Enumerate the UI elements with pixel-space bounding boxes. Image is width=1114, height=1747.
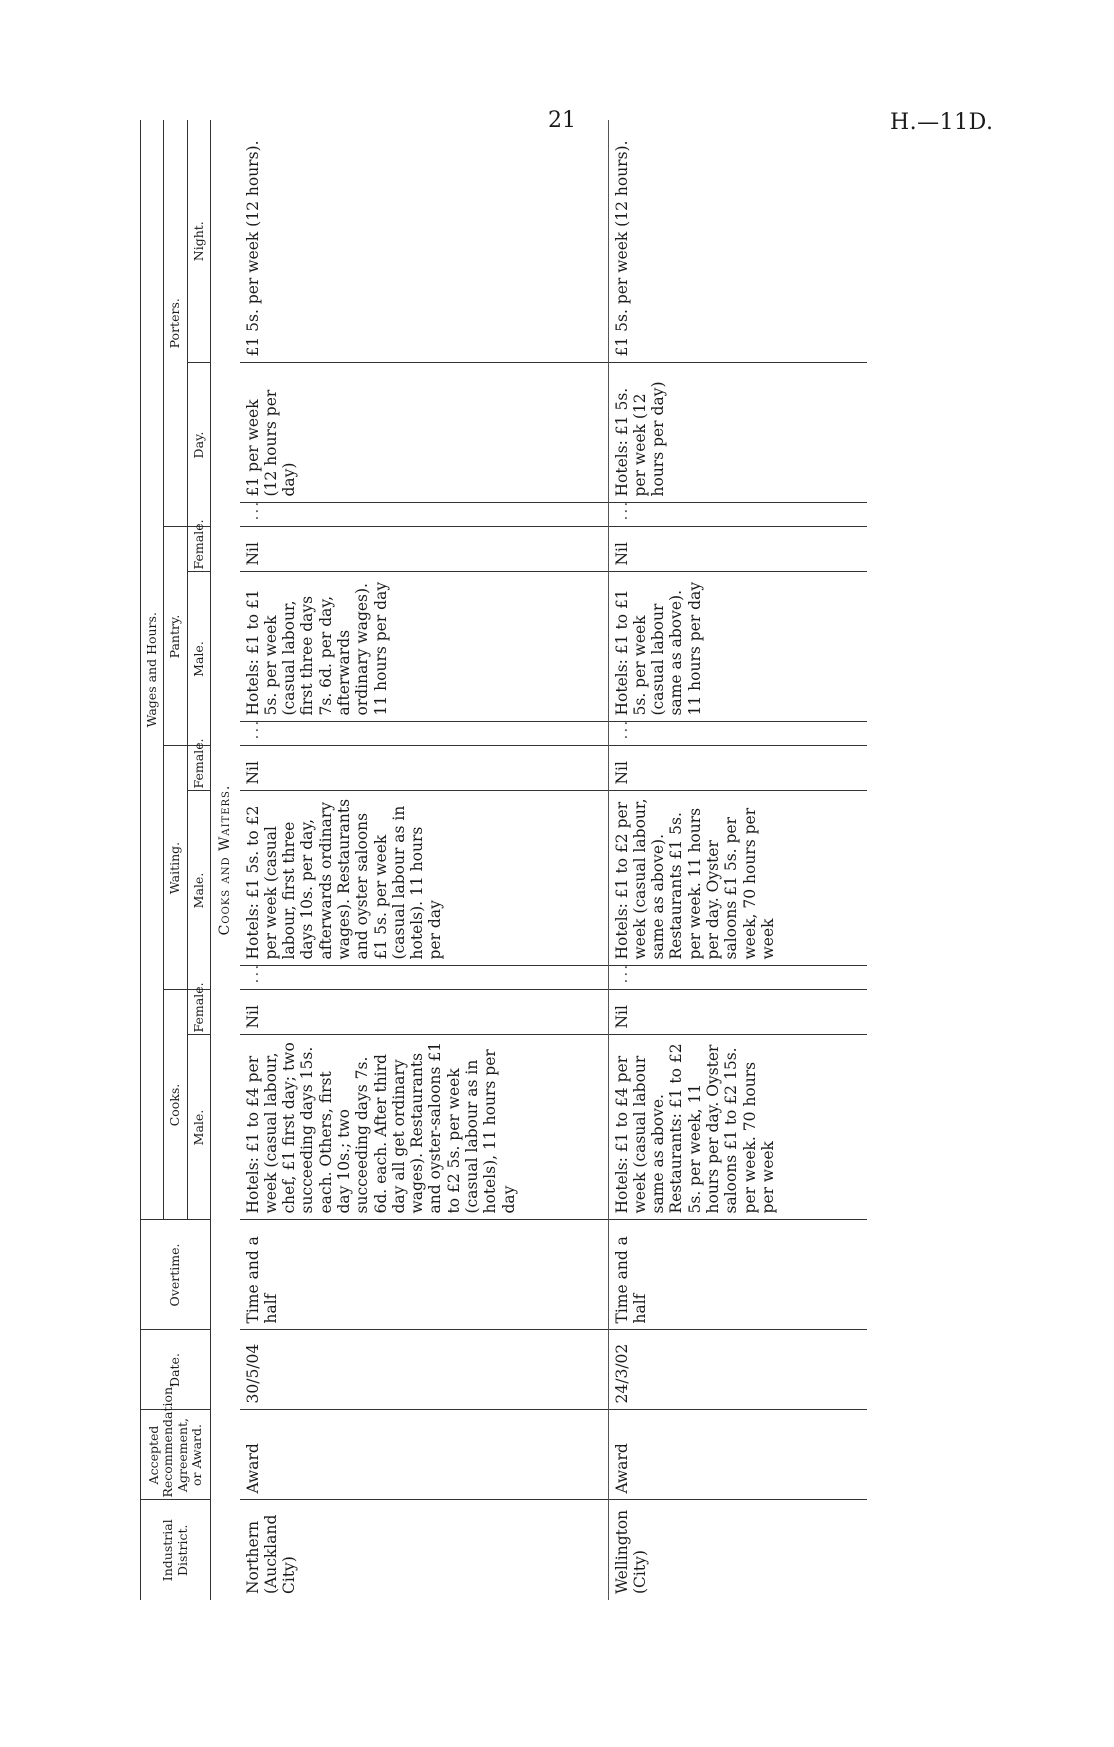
header-porters-night: Night. [187,120,210,363]
header-date: Date. [141,1330,211,1410]
cell-porters-night: £1 5s. per week (12 hours). [240,120,609,363]
cell-overtime: Time and a half [240,1220,609,1330]
cell-overtime: Time and a half [608,1220,867,1330]
cell-porters-night: £1 5s. per week (12 hours). [612,140,631,357]
cell-waiting-female: Nil [608,746,867,791]
wages-table [140,120,867,1600]
cell-pantry-dots: ... [608,722,867,746]
header-waiting: Waiting. [164,746,187,990]
cell-pantry-male: Hotels: £1 to £1 5s. per week (casual labour same as above). 11 hours per day [608,572,867,722]
cell-porters-day: Hotels: £1 5s. per week (12 hours per day) [608,363,867,503]
cell-accepted: Award [608,1410,867,1500]
header-waiting-female: Female. [187,746,210,791]
cell-waiting-male: Hotels: £1 5s. to £2 per week (casual labour, first three days 10s. per day, afterwards ordinary wages). Restaurants and oyster saloons £1 5s. per week (casual labour as in hotels). 11 hours per day [240,791,609,966]
cell-pantry-female: Nil [608,527,867,572]
cell-waiting-dots: ... [240,966,609,990]
rotated-table-wrapper [140,120,1000,1600]
header-pantry-male: Male. [187,572,210,746]
document-reference: H.—11D. [890,110,994,135]
header-pantry-female: Female. [187,527,210,572]
header-district: Industrial District. [141,1500,211,1600]
cell-cooks-female: Nil [608,990,867,1035]
header-cooks: Cooks. [164,990,187,1220]
cell-waiting-female: Nil [240,746,609,791]
header-accepted: Accepted Recommendation, Agreement, or Award. [141,1410,211,1500]
header-pantry: Pantry. [164,527,187,746]
header-overtime: Overtime. [141,1220,211,1330]
page-number: 21 [548,108,576,133]
header-cooks-male: Male. [187,1035,210,1220]
cell-date: 24/3/02 [608,1330,867,1410]
cell-pantry-dots: ... [240,722,609,746]
cell-date: 30/5/04 [240,1330,609,1410]
section-title: Cooks and Waiters. [217,784,234,936]
header-porters: Porters. [164,120,187,527]
cell-porters-dots: ... [240,503,609,527]
header-wages-hours: Wages and Hours. [141,120,164,1220]
table-row [240,120,609,1600]
cell-district: Wellington (City) [608,1500,867,1600]
cell-pantry-male: Hotels: £1 to £1 5s. per week (casual labour, first three days 7s. 6d. per day, afterwards ordinary wages). 11 hours per day [240,572,609,722]
header-cooks-female: Female. [187,990,210,1035]
table-row [608,120,867,1600]
cell-cooks-female: Nil [240,990,609,1035]
cell-waiting-male: Hotels: £1 to £2 per week (casual labour, same as above). Restaurants £1 5s. per week. 11 hours per day. Oyster saloons £1 5s. per week, 70 hours per week [608,791,867,966]
cell-cooks-male: Hotels: £1 to £4 per week (casual labour, chef, £1 first day; two succeeding days 15s. each. Others, first day 10s.; two succeeding days 7s. 6d. each. After third day all get ordinary wages). Restaurants and oyster-saloons £1 to £2 5s. per week (casual labour as in hotels), 11 hours per day [240,1035,609,1220]
header-porters-day: Day. [187,363,210,527]
cell-district: Northern (Auckland City) [240,1500,609,1600]
cell-waiting-dots: ... [608,966,867,990]
header-waiting-male: Male. [187,791,210,990]
cell-porters-dots: ... [608,503,867,527]
cell-pantry-female: Nil [240,527,609,572]
cell-cooks-male: Hotels: £1 to £4 per week (casual labour same as above. Restaurants: £1 to £2 5s. per week, 11 hours per day. Oyster saloons £1 to £2 15s. per week. 70 hours per week [608,1035,867,1220]
cell-porters-day: £1 per week (12 hours per day) [240,363,609,503]
cell-accepted: Award [240,1410,609,1500]
